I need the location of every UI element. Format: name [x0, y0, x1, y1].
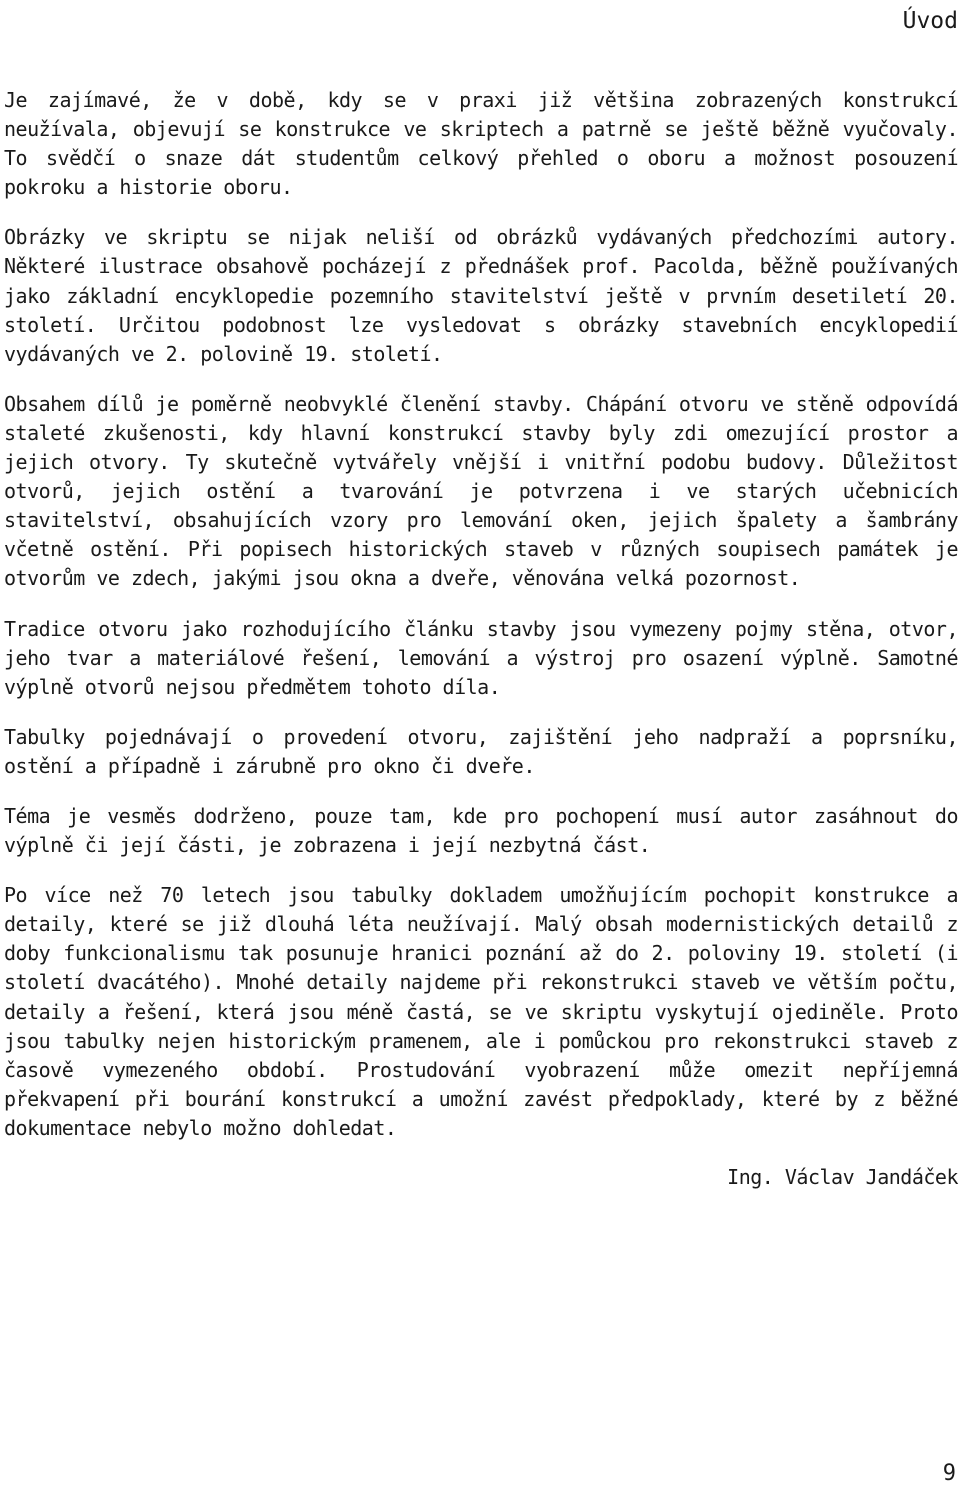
- paragraph: Je zajímavé, že v době, kdy se v praxi již většina zobrazených konstrukcí neužívala, objevují se konstrukce ve skriptech a patrně se ještě běžně vyučovaly. To svědčí o snaze dát studentům celkový přehled o oboru a možnost posouzení pokroku a historie oboru.: [4, 88, 958, 200]
- paragraph: Obsahem dílů je poměrně neobvyklé členění stavby. Chápání otvoru ve stěně odpovídá staleté zkušenosti, kdy hlavní konstrukcí stavby byly zdi omezující prostor a jejich otvory. Ty skutečně vytvářely vnější i vnitřní podobu budovy. Důležitost otvorů, jejich ostění a tvarování je potvrzena i ve starých učebnicích stavitelství, obsahujících vzory pro lemování oken, jejich špalety a šambrány včetně ostění. Při popisech historických staveb v různých soupisech památek je otvorům ve zdech, jakými jsou okna a dveře, věnována velká pozornost.: [4, 391, 958, 591]
- paragraph: Tradice otvoru jako rozhodujícího článku stavby jsou vymezeny pojmy stěna, otvor, jeho tvar a materiálové řešení, lemování a výstroj pro osazení výplně. Samotné výplně otvorů nejsou předmětem tohoto díla.: [4, 616, 958, 699]
- page-title: Úvod: [902, 8, 958, 34]
- paragraph: Tabulky pojednávají o provedení otvoru, zajištění jeho nadpraží a poprsníku, ostění a případně i zárubně pro okno či dveře.: [4, 724, 958, 778]
- paragraph: Obrázky ve skriptu se nijak neliší od obrázků vydávaných předchozími autory. Některé ilustrace obsahově pocházejí z přednášek prof. Pacolda, běžně používaných jako základní encyklopedie pozemního stavitelství ještě v prvním desetiletí 20. století. Určitou podobnost lze vysledovat s obrázky stavebních encyklopedií vydávaných ve 2. polovině 19. století.: [4, 225, 958, 366]
- paragraph: Téma je vesměs dodrženo, pouze tam, kde pro pochopení musí autor zasáhnout do výplně či její části, je zobrazena i její nezbytná část.: [4, 803, 958, 858]
- paragraph: Po více než 70 letech jsou tabulky dokladem umožňujícím pochopit konstrukce a detaily, které se již dlouhá léta neužívají. Malý obsah modernistických detailů z doby funkcionalismu tak posunuje hranici poznání až do 2. poloviny 19. století (i století dvacátého). Mnohé detaily najdeme při rekonstrukci staveb ve větším počtu, detaily a řešení, která jsou méně častá, se ve skriptu vyskytují ojediněle. Proto jsou tabulky nejen historickým pramenem, ale i pomůckou pro rekonstrukci staveb z časově vymezeného období. Prostudování vyobrazení může omezit nepříjemná překvapení při bourání konstrukcí a umožní zavést předpoklady, které by z běžné dokumentace nebylo možno dohledat.: [4, 883, 958, 1140]
- document-body: [4, 86, 958, 1164]
- author-signature: Ing. Václav Jandáček: [727, 1165, 958, 1189]
- page-number: 9: [942, 1461, 956, 1486]
